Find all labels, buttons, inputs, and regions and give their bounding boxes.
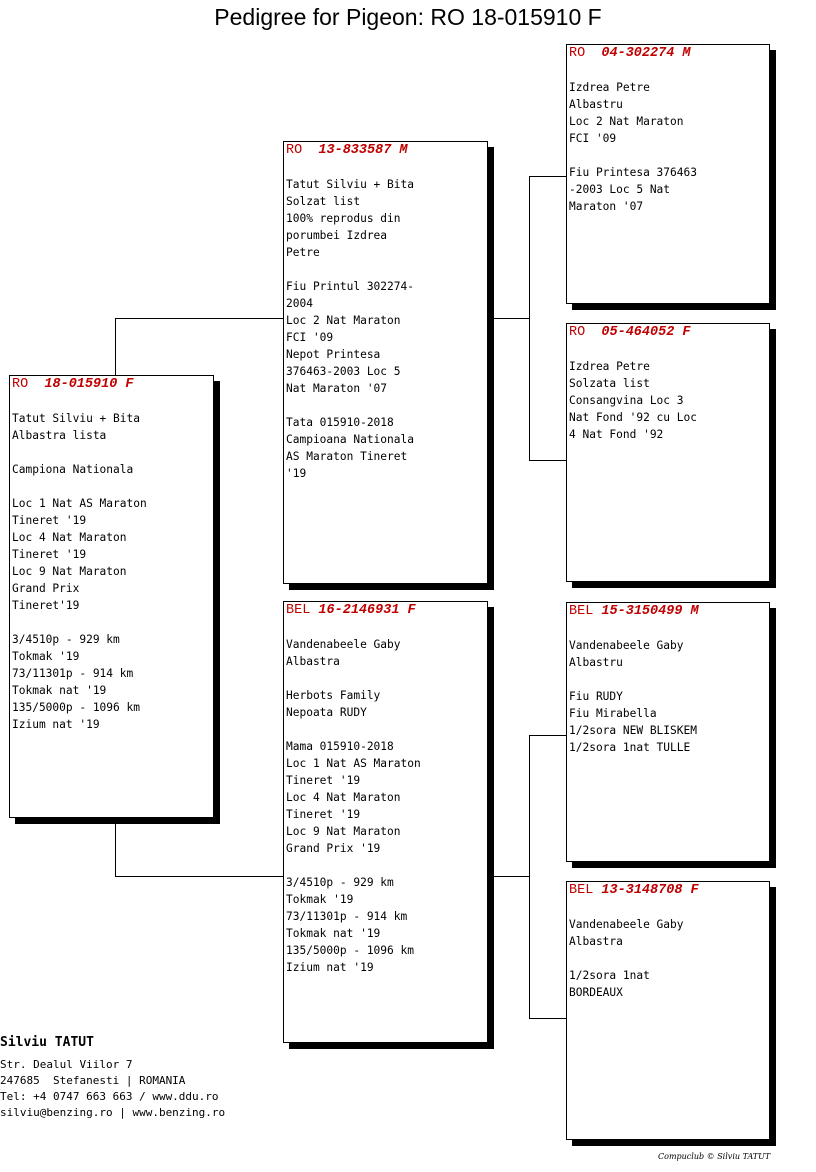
- note-line: Herbots Family: [286, 689, 381, 702]
- pigeon-card-subject: [9, 375, 214, 818]
- note-line: 73/11301p - 914 km: [286, 910, 408, 923]
- note-line: [286, 397, 485, 414]
- country-code: RO: [569, 46, 586, 61]
- country-code: BEL: [286, 603, 311, 618]
- note-line: Petre: [286, 246, 320, 259]
- note-line: BORDEAUX: [569, 986, 623, 999]
- note-line: [286, 670, 485, 687]
- note-line: Loc 9 Nat Maraton: [286, 825, 401, 838]
- note-line: Vandenabeele Gaby: [569, 639, 684, 652]
- note-line: Tatut Silviu + Bita: [286, 178, 414, 191]
- note-line: 3/4510p - 929 km: [12, 633, 120, 646]
- pigeon-card-sire-dam: [566, 323, 770, 582]
- note-line: Fiu Printul 302274-: [286, 280, 414, 293]
- note-line: Fiu Mirabella: [569, 707, 657, 720]
- connector-line: [529, 176, 568, 177]
- ring-id: 05-464052 F: [601, 325, 691, 340]
- note-line: porumbei Izdrea: [286, 229, 388, 242]
- note-line: FCI '09: [569, 132, 617, 145]
- note-line: Tatut Silviu + Bita: [12, 412, 140, 425]
- pigeon-notes: [569, 79, 767, 215]
- connector-line: [529, 460, 568, 461]
- connector-line: [115, 318, 116, 376]
- note-line: Solzat list: [286, 195, 361, 208]
- note-line: Izdrea Petre: [569, 81, 650, 94]
- note-line: [286, 721, 485, 738]
- note-line: 4 Nat Fond '92: [569, 428, 664, 441]
- note-line: Maraton '07: [569, 200, 644, 213]
- software-credit: Compuclub © Silviu TATUT: [658, 1152, 771, 1161]
- note-line: Nepot Printesa: [286, 348, 381, 361]
- note-line: 2004: [286, 297, 313, 310]
- pigeon-card-sire: [283, 141, 488, 584]
- note-line: Solzata list: [569, 377, 650, 390]
- note-line: Tata 015910-2018: [286, 416, 394, 429]
- note-line: [569, 671, 767, 688]
- pigeon-notes: [12, 410, 211, 733]
- connector-line: [529, 176, 530, 460]
- breeder-address-line: 247685 Stefanesti | ROMANIA: [0, 1074, 186, 1087]
- note-line: 73/11301p - 914 km: [12, 667, 134, 680]
- pigeon-notes: [286, 636, 485, 976]
- note-line: Tokmak '19: [12, 650, 80, 663]
- country-code: BEL: [569, 604, 594, 619]
- pigeon-card-sire-sire: [566, 44, 770, 304]
- breeder-email: silviu@benzing.ro | www.benzing.ro: [0, 1106, 226, 1119]
- pigeon-card-dam-dam: [566, 881, 770, 1140]
- note-line: Tokmak '19: [286, 893, 354, 906]
- note-line: Tineret '19: [12, 514, 87, 527]
- note-line: [569, 147, 767, 164]
- page-title: Pedigree for Pigeon: RO 18-015910 F: [214, 4, 602, 30]
- ring-number: [569, 603, 767, 620]
- ring-number: [569, 882, 767, 899]
- note-line: Loc 2 Nat Maraton: [569, 115, 684, 128]
- breeder-name: Silviu TATUT: [0, 1035, 94, 1050]
- note-line: Izium nat '19: [12, 718, 100, 731]
- pigeon-notes: [569, 358, 767, 443]
- note-line: Loc 4 Nat Maraton: [12, 531, 127, 544]
- connector-line: [493, 876, 529, 877]
- note-line: Campiona Nationala: [12, 463, 134, 476]
- note-line: -2003 Loc 5 Nat: [569, 183, 671, 196]
- connector-line: [115, 318, 285, 319]
- note-line: Consangvina Loc 3: [569, 394, 684, 407]
- note-line: Tineret '19: [12, 548, 87, 561]
- ring-id: 04-302274 M: [601, 46, 691, 61]
- ring-number: [286, 142, 485, 159]
- note-line: Tineret '19: [286, 774, 361, 787]
- connector-line: [529, 735, 530, 1018]
- note-line: Grand Prix '19: [286, 842, 381, 855]
- note-line: 100% reprodus din: [286, 212, 401, 225]
- note-line: Mama 015910-2018: [286, 740, 394, 753]
- note-line: 3/4510p - 929 km: [286, 876, 394, 889]
- note-line: Nat Fond '92 cu Loc: [569, 411, 697, 424]
- country-code: BEL: [569, 883, 594, 898]
- note-line: Campioana Nationala: [286, 433, 414, 446]
- ring-id: 13-833587 M: [318, 143, 408, 158]
- connector-line: [115, 816, 116, 876]
- note-line: Vandenabeele Gaby: [569, 918, 684, 931]
- pigeon-card-dam-sire: [566, 602, 770, 862]
- note-line: [569, 950, 767, 967]
- ring-number: [569, 45, 767, 62]
- note-line: Albastra: [286, 655, 340, 668]
- note-line: [12, 478, 211, 495]
- note-line: Tokmak nat '19: [286, 927, 381, 940]
- connector-line: [529, 735, 568, 736]
- note-line: 1/2sora 1nat TULLE: [569, 741, 691, 754]
- ring-number: [569, 324, 767, 341]
- note-line: Albastra lista: [12, 429, 107, 442]
- pigeon-notes: [286, 176, 485, 482]
- note-line: 135/5000p - 1096 km: [286, 944, 414, 957]
- note-line: [286, 261, 485, 278]
- connector-line: [493, 318, 529, 319]
- note-line: Tokmak nat '19: [12, 684, 107, 697]
- note-line: Fiu Printesa 376463: [569, 166, 697, 179]
- note-line: [286, 857, 485, 874]
- note-line: Loc 1 Nat AS Maraton: [12, 497, 147, 510]
- ring-id: 18-015910 F: [44, 377, 134, 392]
- note-line: Loc 1 Nat AS Maraton: [286, 757, 421, 770]
- ring-number: [12, 376, 211, 393]
- note-line: Loc 9 Nat Maraton: [12, 565, 127, 578]
- breeder-phone: Tel: +4 0747 663 663 / www.ddu.ro: [0, 1090, 219, 1103]
- note-line: Tineret '19: [286, 808, 361, 821]
- note-line: Nepoata RUDY: [286, 706, 367, 719]
- note-line: [12, 444, 211, 461]
- note-line: Grand Prix: [12, 582, 80, 595]
- pigeon-notes: [569, 637, 767, 756]
- note-line: Albastra: [569, 935, 623, 948]
- note-line: AS Maraton Tineret: [286, 450, 408, 463]
- country-code: RO: [12, 377, 29, 392]
- connector-line: [529, 1018, 568, 1019]
- pigeon-card-dam: [283, 601, 488, 1043]
- ring-number: [286, 602, 485, 619]
- country-code: RO: [569, 325, 586, 340]
- ring-id: 16-2146931 F: [318, 603, 416, 618]
- note-line: Albastru: [569, 98, 623, 111]
- note-line: 1/2sora 1nat: [569, 969, 650, 982]
- note-line: Izdrea Petre: [569, 360, 650, 373]
- note-line: Vandenabeele Gaby: [286, 638, 401, 651]
- ring-id: 15-3150499 M: [601, 604, 699, 619]
- breeder-info: [0, 1035, 225, 1121]
- note-line: Loc 4 Nat Maraton: [286, 791, 401, 804]
- note-line: Fiu RUDY: [569, 690, 623, 703]
- note-line: 376463-2003 Loc 5: [286, 365, 401, 378]
- note-line: 135/5000p - 1096 km: [12, 701, 140, 714]
- note-line: Izium nat '19: [286, 961, 374, 974]
- note-line: [12, 614, 211, 631]
- note-line: 1/2sora NEW BLISKEM: [569, 724, 697, 737]
- note-line: Tineret'19: [12, 599, 80, 612]
- breeder-address-line: Str. Dealul Viilor 7: [0, 1058, 133, 1071]
- connector-line: [115, 876, 285, 877]
- ring-id: 13-3148708 F: [601, 883, 699, 898]
- note-line: Loc 2 Nat Maraton: [286, 314, 401, 327]
- note-line: Albastru: [569, 656, 623, 669]
- note-line: FCI '09: [286, 331, 334, 344]
- pigeon-notes: [569, 916, 767, 1001]
- note-line: Nat Maraton '07: [286, 382, 388, 395]
- note-line: '19: [286, 467, 307, 480]
- country-code: RO: [286, 143, 303, 158]
